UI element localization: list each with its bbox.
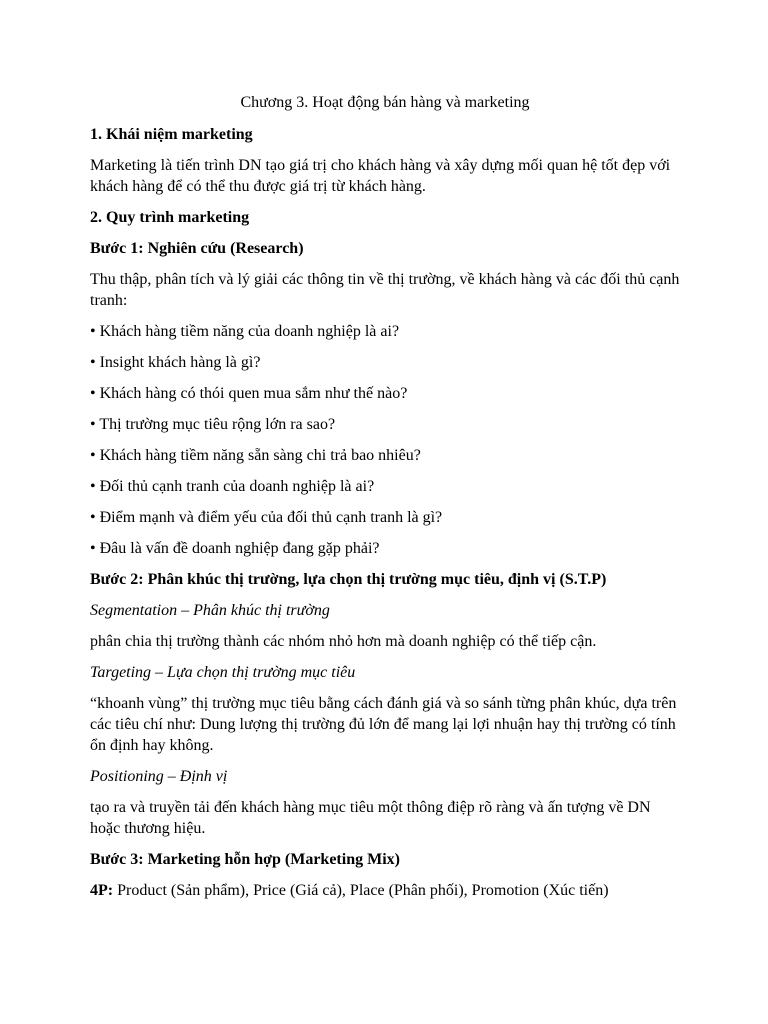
paragraph-positioning: tạo ra và truyền tải đến khách hàng mục tiêu một thông điệp rõ ràng và ấn tượng về DN hoặc thương hiệu.	[90, 799, 651, 837]
list-item: • Khách hàng tiềm năng của doanh nghiệp là ai?	[90, 323, 400, 340]
document-page	[90, 92, 680, 911]
list-item: • Đối thủ cạnh tranh của doanh nghiệp là ai?	[90, 478, 375, 495]
list-item: • Điểm mạnh và điểm yếu của đối thủ cạnh tranh là gì?	[90, 509, 443, 526]
subheading-targeting: Targeting – Lựa chọn thị trường mục tiêu	[90, 664, 356, 681]
step-heading-stp: Bước 2: Phân khúc thị trường, lựa chọn thị trường mục tiêu, định vị (S.T.P)	[90, 571, 607, 588]
subheading-segmentation: Segmentation – Phân khúc thị trường	[90, 602, 330, 619]
section-heading-process: 2. Quy trình marketing	[90, 209, 250, 226]
list-item: • Khách hàng có thói quen mua sắm như thế nào?	[90, 385, 408, 402]
list-item: • Khách hàng tiềm năng sẵn sàng chi trả bao nhiêu?	[90, 447, 421, 464]
step-heading-research: Bước 1: Nghiên cứu (Research)	[90, 240, 304, 257]
paragraph-4p	[90, 880, 680, 901]
chapter-title: Chương 3. Hoạt động bán hàng và marketing	[240, 94, 530, 111]
list-item: • Đâu là vấn đề doanh nghiệp đang gặp phải?	[90, 540, 380, 557]
list-item: • Insight khách hàng là gì?	[90, 354, 261, 371]
4p-description: Product (Sản phẩm), Price (Giá cả), Place (Phân phối), Promotion (Xúc tiến)	[113, 882, 609, 899]
subheading-positioning: Positioning – Định vị	[90, 768, 228, 785]
step-heading-marketing-mix: Bước 3: Marketing hỗn hợp (Marketing Mix)	[90, 851, 400, 868]
paragraph-segmentation: phân chia thị trường thành các nhóm nhỏ hơn mà doanh nghiệp có thể tiếp cận.	[90, 633, 597, 650]
4p-label: 4P:	[90, 882, 114, 899]
section-heading-concept: 1. Khái niệm marketing	[90, 126, 253, 143]
paragraph-targeting: “khoanh vùng” thị trường mục tiêu bằng cách đánh giá và so sánh từng phân khúc, dựa trên các tiêu chí như: Dung lượng thị trường đủ lớn để mang lại lợi nhuận hay thị trường có tính ổn định hay không.	[90, 695, 677, 754]
list-item: • Thị trường mục tiêu rộng lớn ra sao?	[90, 416, 336, 433]
paragraph-concept: Marketing là tiến trình DN tạo giá trị cho khách hàng và xây dựng mối quan hệ tốt đẹp với khách hàng để có thể thu được giá trị từ khách hàng.	[90, 157, 671, 195]
paragraph-research-intro: Thu thập, phân tích và lý giải các thông tin về thị trường, về khách hàng và các đối thủ cạnh tranh:	[90, 271, 680, 309]
